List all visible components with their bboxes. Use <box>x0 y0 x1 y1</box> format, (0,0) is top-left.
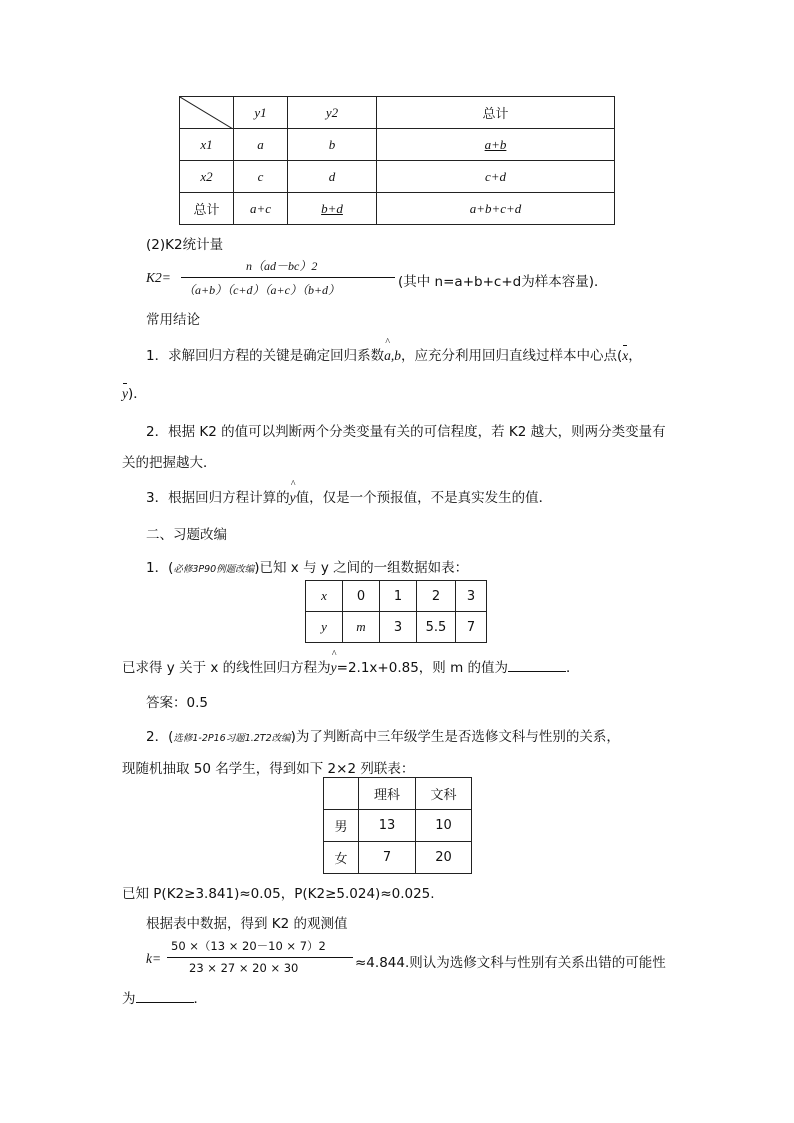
table-cell: x2 <box>180 161 234 193</box>
table-cell: y <box>306 612 343 643</box>
table-cell: c+d <box>377 161 615 193</box>
table-cell <box>377 129 615 161</box>
conclusion-1-cont <box>122 382 147 402</box>
question-1 <box>146 556 468 576</box>
q2-source: 选修1-2P16习题1.2T2改编 <box>173 733 291 744</box>
x-bar: x <box>622 348 629 363</box>
k2-note: (其中 n=a+b+c+d为样本容量)． <box>398 274 608 290</box>
table-cell: 7 <box>456 612 487 643</box>
table-corner-cell <box>324 778 359 810</box>
conclusion-3-text-b: 值，仅是一个预报值，不是真实发生的值． <box>295 490 553 506</box>
q2-text: )为了判断高中三年级学生是否选修文科与性别的关系， <box>290 729 620 745</box>
comma: ， <box>628 348 642 364</box>
table-cell: 女 <box>324 842 359 874</box>
table-header-cell: y2 <box>288 97 377 129</box>
question-2 <box>146 725 620 745</box>
q1-answer: 答案：0.5 <box>146 695 208 711</box>
q1-source: 必修3P90例题改编 <box>173 564 255 575</box>
table-cell: a <box>234 129 288 161</box>
table-header-cell: 总计 <box>377 97 615 129</box>
table-cell: 1 <box>380 581 417 612</box>
conclusion-3-text: 3．根据回归方程计算的 <box>146 490 290 506</box>
table-cell: 20 <box>416 842 472 874</box>
table-cell <box>288 193 377 225</box>
table-cell-value: b+d <box>321 200 343 216</box>
y-hat: ^ y <box>290 490 296 506</box>
conclusion-3 <box>146 486 552 506</box>
k-denominator: 23 × 27 × 20 × 30 <box>189 961 299 975</box>
table-header-cell: 文科 <box>416 778 472 810</box>
diagonal-line <box>180 97 233 129</box>
conclusions-title: 常用结论 <box>146 312 200 328</box>
table-cell: 0 <box>343 581 380 612</box>
fraction-bar <box>181 277 395 278</box>
table-cell: 13 <box>359 810 416 842</box>
fraction-bar <box>167 957 353 958</box>
xy-data-table <box>305 580 487 643</box>
k-result: ≈4.844.则认为选修文科与性别有关系出错的可能性 <box>355 955 666 971</box>
k2-denominator: （a+b）（c+d）（a+c）（b+d） <box>183 283 341 297</box>
y-hat: ^ y <box>331 660 337 676</box>
table-cell: 男 <box>324 810 359 842</box>
q2-last-line <box>122 987 207 1007</box>
table-cell: a+c <box>234 193 288 225</box>
q2-known-probabilities: 已知 P(K2≥3.841)≈0.05，P(K2≥5.024)≈0.025. <box>122 886 435 902</box>
period: ． <box>193 991 207 1007</box>
conclusion-1-text-b: ，应充分利用回归直线过样本中心点( <box>400 348 623 364</box>
table-cell: d <box>288 161 377 193</box>
table-cell: a+b+c+d <box>377 193 615 225</box>
y-bar: y <box>122 386 128 401</box>
table-cell: m <box>343 612 380 643</box>
table-cell: x <box>306 581 343 612</box>
q1-line2-text: 已求得 y 关于 x 的线性回归方程为 <box>122 660 331 676</box>
answer-blank <box>136 990 194 1003</box>
table-cell: 2 <box>417 581 456 612</box>
table-cell: 3 <box>456 581 487 612</box>
k2-lhs: K2= <box>146 270 171 285</box>
contingency-table <box>179 96 615 225</box>
k2-numerator: n（ad－bc）2 <box>246 259 318 273</box>
gender-subject-table <box>323 777 472 874</box>
conclusion-1 <box>146 344 642 364</box>
conclusion-2-line2: 关的把握越大． <box>122 455 217 471</box>
k-lhs: k= <box>146 951 162 966</box>
table-cell: 5.5 <box>417 612 456 643</box>
question-2-line2: 现随机抽取 50 名学生，得到如下 2×2 列联表： <box>122 761 415 777</box>
q2-observation: 根据表中数据，得到 K2 的观测值 <box>146 916 348 932</box>
table-cell: b <box>288 129 377 161</box>
table-cell: 10 <box>416 810 472 842</box>
section-title: 二、习题改编 <box>146 527 227 543</box>
k2-heading: (2)K2统计量 <box>146 237 224 253</box>
conclusion-2-line1: 2．根据 K2 的值可以判断两个分类变量有关的可信程度，若 K2 越大，则两分类变量有 <box>146 424 666 440</box>
q1-prefix: 1．( <box>146 560 174 576</box>
table-corner-cell <box>180 97 234 129</box>
regression-coefficients: ^ a,b <box>384 348 401 364</box>
table-cell: 3 <box>380 612 417 643</box>
table-cell: 总计 <box>180 193 234 225</box>
k-numerator: 50 ×（13 × 20－10 × 7）2 <box>171 939 326 953</box>
table-cell-value: a+b <box>484 136 507 152</box>
conclusion-1-text: 1．求解回归方程的关键是确定回归系数 <box>146 348 385 364</box>
table-header-cell: y1 <box>234 97 288 129</box>
period: ． <box>566 660 580 676</box>
q2-last-text: 为 <box>122 991 136 1007</box>
q2-prefix: 2．( <box>146 729 174 745</box>
q1-text: )已知 x 与 y 之间的一组数据如表： <box>254 560 469 576</box>
q1-line2-eq: =2.1x+0.85，则 m 的值为 <box>336 660 509 676</box>
question-1-line2 <box>122 656 580 676</box>
table-cell: c <box>234 161 288 193</box>
table-header-cell: 理科 <box>359 778 416 810</box>
table-cell: 7 <box>359 842 416 874</box>
table-cell: x1 <box>180 129 234 161</box>
conclusion-1-end: )． <box>128 386 147 402</box>
answer-blank <box>508 659 566 672</box>
